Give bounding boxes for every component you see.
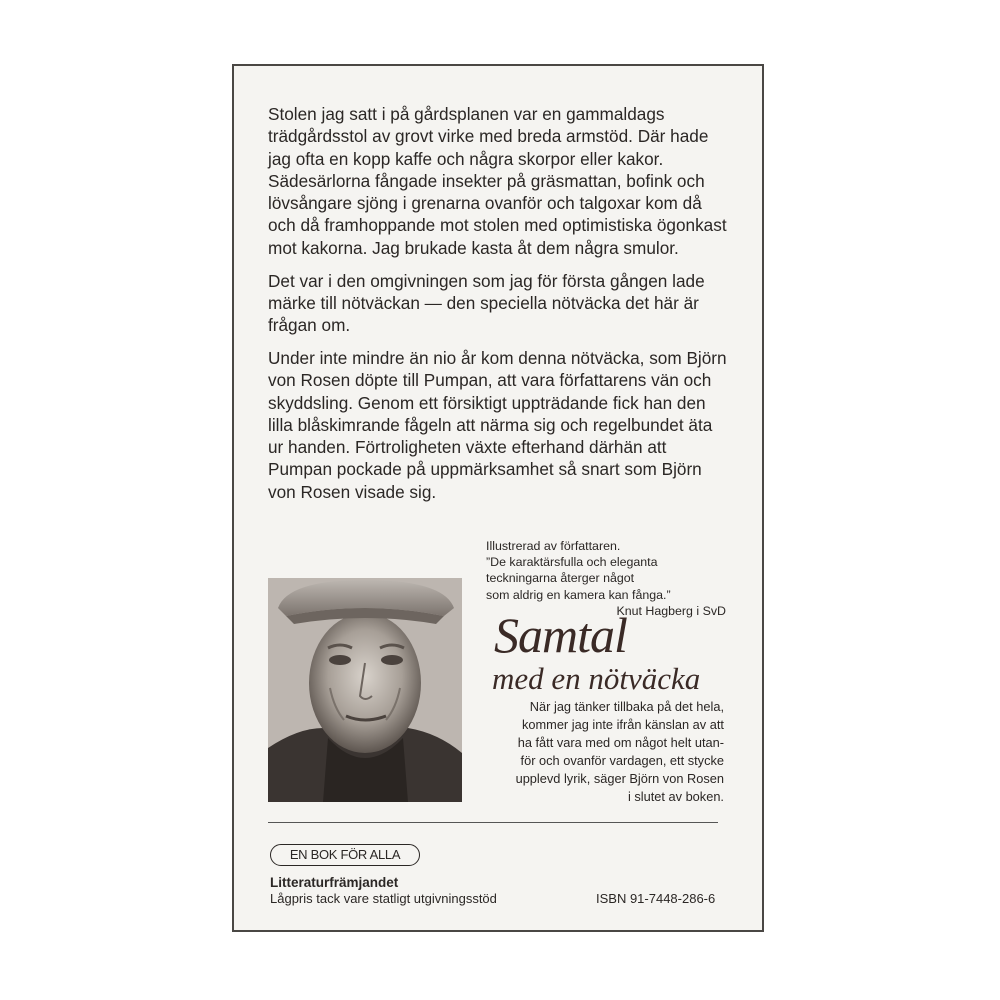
illustration-note-line: Illustrerad av författaren. xyxy=(486,539,621,553)
publisher-name: Litteraturfrämjandet xyxy=(270,875,399,890)
quote-line: kommer jag inte ifrån känslan av att xyxy=(521,717,724,732)
quote-line: i slutet av boken. xyxy=(627,789,724,804)
blurb-text xyxy=(268,103,730,514)
author-portrait-photo xyxy=(268,578,462,802)
blurb-paragraph-3: Under inte mindre än nio år kom denna nötväcka, som Björn von Rosen döpte till Pumpan, att vara författarens vän och skyddsling. Genom ett försiktigt uppträdande fick han den lilla blåskimrande fågeln att närma sig och regelbundet äta ur handen. Förtroligheten växte efterhand därhän att Pumpan pockade på uppmärksamhet så snart som Björn von Rosen visade sig. xyxy=(268,347,727,502)
quote-line: upplevd lyrik, säger Björn von Rosen xyxy=(515,771,724,786)
review-attribution: Knut Hagberg i SvD xyxy=(616,603,726,618)
book-subtitle: med en nötväcka xyxy=(492,661,701,696)
quote-line: När jag tänker tillbaka på det hela, xyxy=(529,699,724,714)
author-quote xyxy=(474,698,724,806)
isbn-number: ISBN 91-7448-286-6 xyxy=(596,891,716,906)
series-badge: EN BOK FÖR ALLA xyxy=(270,844,420,866)
illustration-note-line: ”De karaktärsfulla och eleganta xyxy=(486,555,658,570)
blurb-paragraph-2: Det var i den omgivningen som jag för första gången lade märke till nötväckan — den speciella nötväcka det här är frågan om. xyxy=(268,270,705,336)
funding-note: Lågpris tack vare statligt utgivningsstöd xyxy=(270,891,497,906)
illustration-note-line: teckningarna återger något xyxy=(486,571,635,586)
book-title: Samtal xyxy=(494,607,627,663)
divider-line xyxy=(268,822,718,823)
quote-line: för och ovanför vardagen, ett stycke xyxy=(520,753,724,768)
blurb-paragraph-1: Stolen jag satt i på gårdsplanen var en gammaldags trädgårdsstol av grovt virke med breda armstöd. Där hade jag ofta en kopp kaffe och några skorpor eller kakor. Sädesärlorna fångade insekter på gräsmattan, bofink och lövsångare sjöng i grenarna ovanför och talgoxar kom då och då framhoppande mot stolen med optimistiska ögonkast mot kakorna. Jag brukade kasta åt dem några smulor. xyxy=(268,104,727,258)
quote-line: ha fått vara med om något helt utan- xyxy=(517,735,724,750)
illustration-note-line: som aldrig en kamera kan fånga.” xyxy=(486,587,671,602)
